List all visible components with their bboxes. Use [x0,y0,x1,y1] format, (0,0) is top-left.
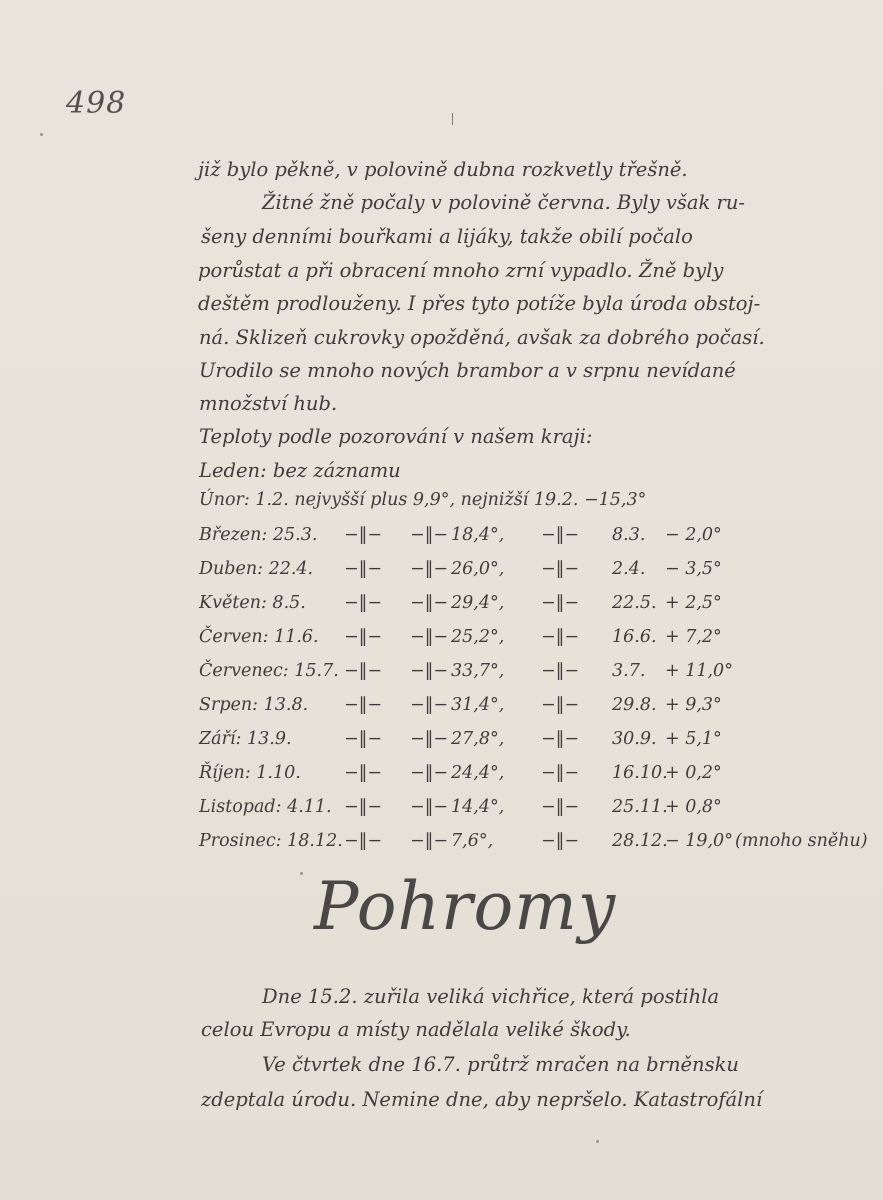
ditto-mark: −‖− [541,525,580,545]
note-cell: (mnoho sněhu) [735,831,868,851]
ditto-mark: −‖− [410,729,449,749]
max-temp-cell: 29,4°, [451,593,505,613]
ditto-mark: −‖− [344,593,383,613]
max-temp-cell: 18,4°, [451,525,505,545]
ditto-mark: −‖− [344,729,383,749]
month-cell: Červenec: 15.7. [199,661,339,681]
min-temp-cell: + 11,0° [665,661,733,681]
ditto-mark: −‖− [344,525,383,545]
min-temp-cell: + 5,1° [665,729,722,749]
ditto-mark: −‖− [541,661,580,681]
ditto-mark: −‖− [344,661,383,681]
max-temp-cell: 26,0°, [451,559,505,579]
month-cell: Listopad: 4.11. [199,797,332,817]
min-date-cell: 16.6. [612,627,657,647]
ditto-mark: −‖− [541,831,580,851]
ditto-mark: −‖− [344,831,383,851]
february-line: Únor: 1.2. nejvyšší plus 9,9°, nejnižší 19.2. −15,3° [199,490,647,510]
ditto-mark: −‖− [541,559,580,579]
min-date-cell: 30.9. [612,729,657,749]
ditto-mark: −‖− [344,627,383,647]
min-temp-cell: + 2,5° [665,593,722,613]
ditto-mark: −‖− [410,525,449,545]
ditto-mark: −‖− [410,627,449,647]
month-cell: Prosinec: 18.12. [199,831,343,851]
min-temp-cell: + 7,2° [665,627,722,647]
text-line: celou Evropu a místy nadělala veliké škody. [201,1018,631,1041]
min-temp-cell: + 9,3° [665,695,722,715]
min-temp-cell: − 2,0° [665,525,722,545]
temperature-row-february [0,490,883,520]
month-cell: Květen: 8.5. [199,593,306,613]
temperature-row [0,559,883,589]
min-temp-cell: − 19,0° [665,831,733,851]
month-cell: Červen: 11.6. [199,627,319,647]
temperature-row [0,661,883,691]
min-date-cell: 28.12. [612,831,668,851]
page-number: 498 [66,86,127,121]
ditto-mark: −‖− [410,559,449,579]
ditto-mark: −‖− [344,763,383,783]
text-line: již bylo pěkně, v polovině dubna rozkvetly třešně. [198,158,688,181]
temperature-row [0,525,883,555]
pencil-mark [452,113,453,125]
min-date-cell: 25.11. [612,797,668,817]
max-temp-cell: 27,8°, [451,729,505,749]
temperature-row [0,627,883,657]
ditto-mark: −‖− [541,593,580,613]
ditto-mark: −‖− [410,593,449,613]
ditto-mark: −‖− [541,797,580,817]
text-line: ná. Sklizeň cukrovky opožděná, avšak za dobrého počasí. [199,326,765,349]
max-temp-cell: 24,4°, [451,763,505,783]
text-line: Dne 15.2. zuřila veliká vichřice, která postihla [262,985,720,1008]
min-temp-cell: + 0,2° [665,763,722,783]
min-date-cell: 22.5. [612,593,657,613]
text-line: porůstat a při obracení mnoho zrní vypadlo. Žně byly [198,259,724,282]
paper-speck [596,1140,599,1143]
ditto-mark: −‖− [410,797,449,817]
ditto-mark: −‖− [410,763,449,783]
min-temp-cell: + 0,8° [665,797,722,817]
ditto-mark: −‖− [410,695,449,715]
ditto-mark: −‖− [344,559,383,579]
temperature-row [0,763,883,793]
min-date-cell: 2.4. [612,559,646,579]
max-temp-cell: 7,6°, [451,831,494,851]
ditto-mark: −‖− [410,661,449,681]
text-line: Urodilo se mnoho nových brambor a v srpnu nevídané [199,359,736,382]
ditto-mark: −‖− [344,695,383,715]
max-temp-cell: 25,2°, [451,627,505,647]
min-date-cell: 8.3. [612,525,646,545]
text-line: Ve čtvrtek dne 16.7. průtrž mračen na brněnsku [262,1053,739,1076]
temperature-row [0,797,883,827]
paper-speck [300,872,303,875]
text-line: Žitné žně počaly v polovině června. Byly však ru- [262,191,745,214]
min-temp-cell: − 3,5° [665,559,722,579]
section-heading: Pohromy [314,868,617,945]
ditto-mark: −‖− [410,831,449,851]
ditto-mark: −‖− [541,763,580,783]
temperature-row [0,729,883,759]
text-line: deštěm prodlouženy. I přes tyto potíže byla úroda obstoj- [198,292,761,315]
ditto-mark: −‖− [541,729,580,749]
text-line: množství hub. [199,392,338,415]
min-date-cell: 29.8. [612,695,657,715]
min-date-cell: 3.7. [612,661,646,681]
min-date-cell: 16.10. [612,763,668,783]
ditto-mark: −‖− [344,797,383,817]
max-temp-cell: 31,4°, [451,695,505,715]
paper-speck [40,133,43,136]
max-temp-cell: 14,4°, [451,797,505,817]
month-cell: Srpen: 13.8. [199,695,309,715]
month-cell: Září: 13.9. [199,729,292,749]
text-line: zdeptala úrodu. Nemine dne, aby nepršelo. Katastrofální [201,1088,763,1111]
max-temp-cell: 33,7°, [451,661,505,681]
month-cell: Říjen: 1.10. [199,763,301,783]
temperature-intro: Teploty podle pozorování v našem kraji: [199,425,593,448]
temperature-row [0,593,883,623]
temperature-row [0,695,883,725]
month-cell: Březen: 25.3. [199,525,318,545]
ditto-mark: −‖− [541,627,580,647]
text-line: šeny denními bouřkami a lijáky, takže obilí počalo [201,225,693,248]
temperature-january: Leden: bez záznamu [199,459,401,482]
month-cell: Duben: 22.4. [199,559,314,579]
ditto-mark: −‖− [541,695,580,715]
temperature-row [0,831,883,861]
